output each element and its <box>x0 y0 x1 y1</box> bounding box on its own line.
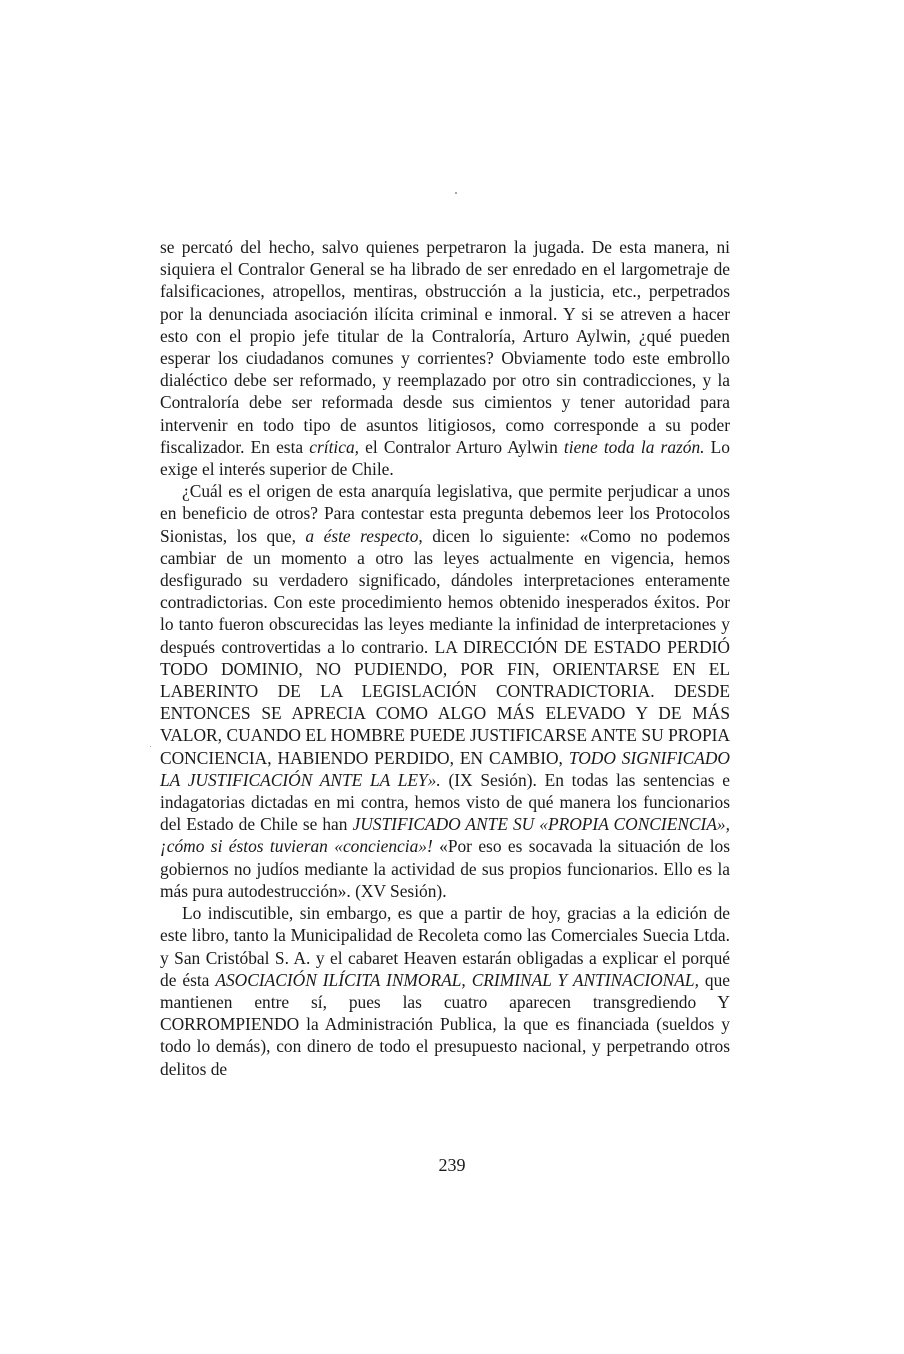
italic-text: tiene toda la razón. <box>563 436 705 457</box>
text-run: ¿Cuál es el origen de esta anarquía legislativa, que permite perjudicar a unos en beneficio de otros? Para contestar esta pregunta debemos leer los Protocolos Sionistas, los que, <box>160 481 730 546</box>
italic-text: TODO SIGNIFICADO LA JUSTIFICACIÓN ANTE LA LEY». <box>160 747 730 790</box>
text-run: se percató del hecho, salvo quienes perpetraron la jugada. De esta manera, ni siquiera el Contralor General se ha librado de ser enredado en el largometraje de falsificaciones, atropellos, mentiras, obstrucción a la justicia, etc., perpetrados por la denunciada asociación ilícita criminal e inmoral. Y si se atreven a hacer esto con el propio jefe titular de la Contraloría, Arturo Aylwin, ¿qué pueden esperar los ciudadanos comunes y corrientes? Obviamente todo este embrollo dialéctico debe ser reformado, y reemplazado por otro sin contradicciones, y la Contraloría debe ser reformada desde sus cimientos y tener autoridad para intervenir en todo tipo de asuntos litigiosos, como corresponde a su poder fiscalizador. En esta <box>160 237 730 457</box>
text-run: «Por eso es socavada la situación de los gobiernos no judíos mediante la actividad de sus propios funcionarios. Ello es la más pura autodestrucción». (XV Sesión). <box>160 836 730 901</box>
italic-text: a éste respecto, <box>305 525 423 546</box>
paragraph <box>160 236 730 480</box>
page-number: 239 <box>438 1155 466 1175</box>
italic-text: crítica, <box>309 436 360 457</box>
text-run: el Contralor Arturo Aylwin <box>359 436 564 457</box>
text-run: que mantienen entre sí, pues las cuatro aparecen transgrediendo Y CORROMPIENDO la Administración Publica, la que es financiada (sueldos y todo lo demás), con dinero de todo el presupuesto nacional, y perpetrando otros delitos de <box>160 969 730 1079</box>
text-run: Lo exige el interés superior de Chile. <box>160 436 730 480</box>
paragraph <box>160 902 730 1080</box>
scan-speck <box>455 192 457 194</box>
text-run: dicen lo siguiente: «Como no podemos cambiar de un momento a otro las leyes actualmente en vigencia, hemos desfigurado su verdadero significado, dándoles interpretaciones enteramente contradictorias. Con este procedimiento hemos obtenido inesperados éxitos. Por lo tanto fueron obscurecidas las leyes mediante la infinidad de interpretaciones y después controvertidas a lo contrario. LA DIRECCIÓN DE ESTADO PERDIÓ TODO DOMINIO, NO PUDIENDO, POR FIN, ORIENTARSE EN EL LABERINTO DE LA LEGISLACIÓN CONTRADICTORIA. DESDE ENTONCES SE APRECIA COMO ALGO MÁS ELEVADO Y DE MÁS VALOR, CUANDO EL HOMBRE PUEDE JUSTIFICARSE ANTE SU PROPIA CONCIENCIA, HABIENDO PERDIDO, EN CAMBIO, <box>160 525 730 768</box>
body-text <box>160 236 730 1080</box>
italic-text: JUSTIFICADO ANTE SU «PROPIA CONCIENCIA», ¡cómo si éstos tuvieran «conciencia»! <box>160 814 730 857</box>
text-run: Lo indiscutible, sin embargo, es que a partir de hoy, gracias a la edición de este libro, tanto la Municipalidad de Recoleta como las Comerciales Suecia Ltda. y San Cristóbal S. A. y el cabaret Heaven estarán obligadas a explicar el porqué de ésta <box>160 903 730 990</box>
paragraph <box>160 480 730 902</box>
text-run: (IX Sesión). En todas las sentencias e indagatorias dictadas en mi contra, hemos visto de qué manera los funcionarios del Estado de Chile se han <box>160 769 731 835</box>
italic-text: ASOCIACIÓN ILÍCITA INMORAL, CRIMINAL Y ANTINACIONAL, <box>215 969 699 990</box>
scan-speck <box>150 746 151 747</box>
